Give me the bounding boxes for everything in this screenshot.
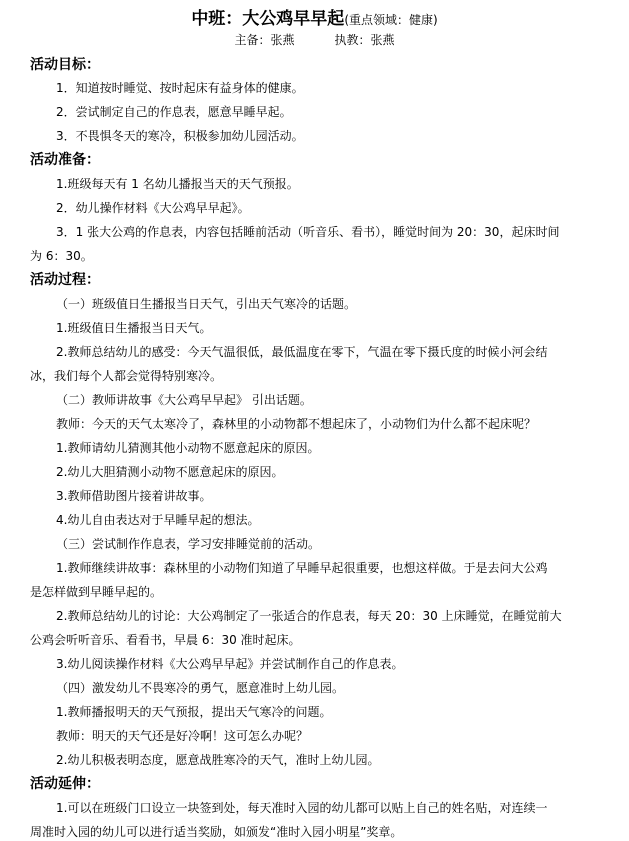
goal-item: 1．知道按时睡觉、按时起床有益身体的健康。 [56, 81, 304, 95]
process-subheading: （四）激发幼儿不畏寒冷的勇气，愿意准时上幼儿园。 [56, 681, 345, 695]
process-item: 1.教师请幼儿猜测其他小动物不愿意起床的原因。 [56, 441, 320, 455]
prep-item: 2．幼儿操作材料《大公鸡早早起》。 [56, 201, 250, 215]
section-heading-prep: 活动准备： [30, 152, 100, 168]
process-item: 2.教师总结幼儿的感受：今天气温很低，最低温度在零下，气温在零下摄氏度的时候小河会结 [56, 345, 548, 359]
process-subheading: （一）班级值日生播报当日天气，引出天气寒冷的话题。 [56, 297, 357, 311]
prep-item: 1.班级每天有 1 名幼儿播报当天的天气预报。 [56, 177, 299, 191]
process-item: 3.幼儿阅读操作材料《大公鸡早早起》并尝试制作自己的作息表。 [56, 657, 404, 671]
goal-item: 2．尝试制定自己的作息表，愿意早睡早起。 [56, 105, 292, 119]
process-item-continued: 冰，我们每个人都会觉得特别寒冷。 [30, 369, 223, 383]
process-item: 3.教师借助图片接着讲故事。 [56, 489, 212, 503]
title-main: 中班：大公鸡早早起 [191, 9, 345, 29]
process-item: 2.教师总结幼儿的讨论：大公鸡制定了一张适合的作息表，每天 20：30 上床睡觉，在睡觉前大 [56, 609, 562, 623]
extension-item: 1.可以在班级门口设立一块签到处，每天准时入园的幼儿都可以贴上自己的姓名贴，对连续一 [56, 801, 548, 815]
process-item: 教师：今天的天气太寒冷了，森林里的小动物都不想起床了，小动物们为什么都不起床呢？ [56, 417, 537, 431]
extension-item-continued: 周准时入园的幼儿可以进行适当奖励，如颁发“准时入园小明星”奖章。 [30, 825, 403, 839]
section-heading-extension: 活动延伸： [30, 776, 100, 792]
prep-item-continued: 为 6：30。 [30, 249, 93, 263]
process-item: 教师：明天的天气还是好冷啊！这可怎么办呢？ [56, 729, 309, 743]
exec-teacher: 执教：张燕 [334, 33, 395, 47]
author-line [0, 31, 629, 48]
document-title [0, 4, 629, 29]
process-subheading: （三）尝试制作作息表，学习安排睡觉前的活动。 [56, 537, 321, 551]
section-heading-goals: 活动目标： [30, 57, 100, 73]
title-subtitle: (重点领域：健康) [344, 13, 438, 27]
process-item-continued: 是怎样做到早睡早起的。 [30, 585, 163, 599]
goal-item: 3．不畏惧冬天的寒冷，积极参加幼儿园活动。 [56, 129, 304, 143]
prep-item: 3．1 张大公鸡的作息表，内容包括睡前活动（听音乐、看书），睡觉时间为 20：30，起床时间 [56, 225, 560, 239]
process-item: 1.教师继续讲故事：森林里的小动物们知道了早睡早起很重要，也想这样做。于是去问大公鸡 [56, 561, 548, 575]
process-item: 4.幼儿自由表达对于早睡早起的想法。 [56, 513, 260, 527]
section-heading-process: 活动过程： [30, 272, 100, 288]
process-item: 1.班级值日生播报当日天气。 [56, 321, 212, 335]
process-item: 2.幼儿积极表明态度，愿意战胜寒冷的天气，准时上幼儿园。 [56, 753, 380, 767]
main-teacher: 主备：张燕 [234, 33, 295, 47]
process-item: 2.幼儿大胆猜测小动物不愿意起床的原因。 [56, 465, 284, 479]
process-subheading: （二）教师讲故事《大公鸡早早起》 引出话题。 [56, 393, 312, 407]
process-item-continued: 公鸡会听听音乐、看看书，早晨 6：30 准时起床。 [30, 633, 301, 647]
process-item: 1.教师播报明天的天气预报，提出天气寒冷的问题。 [56, 705, 332, 719]
